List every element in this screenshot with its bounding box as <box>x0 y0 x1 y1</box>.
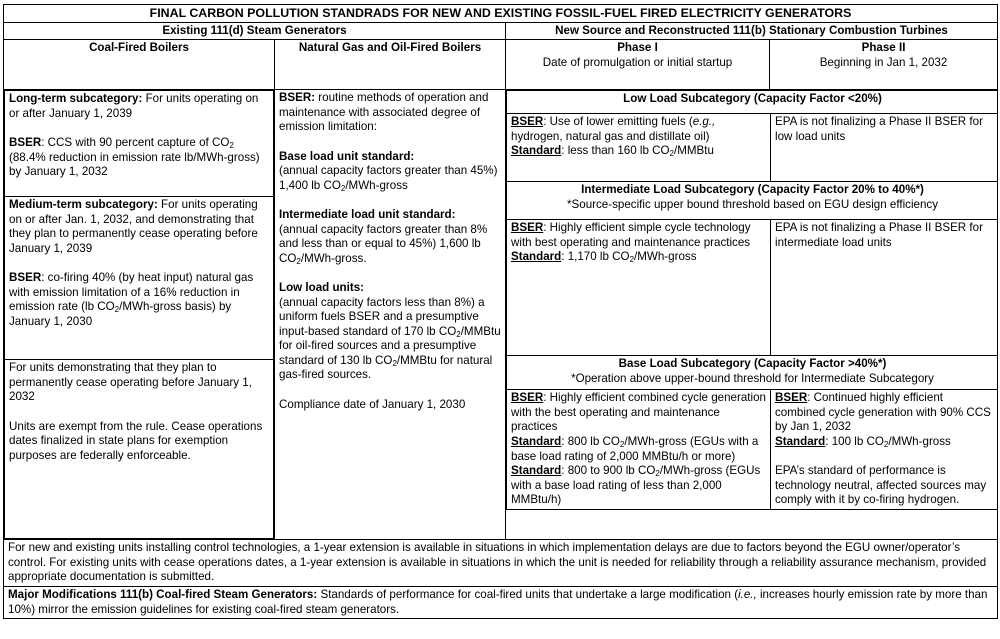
low-load-header: Low Load Subcategory (Capacity Factor <20%) <box>507 91 998 114</box>
long-term-bser-label: BSER <box>9 135 42 149</box>
coal-cease-cell <box>5 360 274 539</box>
low-bser-text-end: hydrogen, natural gas and distillate oil) <box>511 129 710 143</box>
coal-long-term-cell <box>5 91 274 197</box>
co2-subscript: 2 <box>669 149 674 159</box>
gas-column <box>275 90 506 540</box>
low-load-phase2: EPA is not finalizing a Phase II BSER for low load units <box>771 114 998 182</box>
low-load-units-text: (annual capacity factors less than 8%) a uniform fuels BSER and a presumptive input-based standard of 170 lb CO <box>279 295 485 338</box>
base-standard-2-label: Standard <box>511 464 562 478</box>
intermediate-bser-text: : Highly efficient simple cycle technology with best operating and maintenance practices <box>511 221 751 249</box>
major-modifications-label: Major Modifications 111(b) Coal-fired Steam Generators: <box>8 587 318 601</box>
intermediate-load-phase1 <box>507 220 771 356</box>
base-standard-2-text-end: /MWh-gross (EGUs with a base load rating of less than 2,000 MMBtu/h) <box>511 464 761 507</box>
co2-subscript: 2 <box>340 183 346 193</box>
intermediate-load-unit-text: (annual capacity factors greater than 8% and less than or equal to 45%) 1,600 lb CO <box>279 222 488 265</box>
major-modifications-text-end: increases hourly emission rate by more than 10%) mirror the emission guidelines for existing coal-fired steam generators. <box>8 587 988 616</box>
low-load-phase1 <box>507 114 771 182</box>
low-standard-text: : less than 160 lb CO <box>561 144 670 158</box>
co2-subscript: 2 <box>456 329 461 339</box>
base-standard-2-text: : 800 to 900 lb CO <box>561 464 656 478</box>
base-phase2-bser-label: BSER <box>775 391 808 405</box>
medium-term-text: For units operating on or after Jan. 1, 2032, and demonstrating that they plan to permanently cease operating before January 1, 2039 <box>9 198 258 255</box>
low-bser-label: BSER <box>511 115 544 129</box>
intermediate-standard-unit: /MWh-gross <box>634 250 697 264</box>
extension-note: For new and existing units installing control technologies, a 1-year extension is available in situations in which implementation delays are due to factors beyond the EGU owner/operator’s control. For existing units with cease operations dates, a 1-year extension is available in situations in which the unit is needed for reliability through a reliability assurance mechanism, provided appropriate documentation is submitted. <box>4 540 998 587</box>
major-modifications-text: Standards of performance for coal-fired units that undertake a large modification ( <box>317 587 739 601</box>
co2-subscript: 2 <box>655 469 660 479</box>
base-standard-1-label: Standard <box>511 434 562 448</box>
technology-neutral-note: EPA’s standard of performance is technology neutral, affected sources may comply with it by co-firing hydrogen. <box>775 464 987 507</box>
long-term-text: For units operating on or after January 1, 2039 <box>9 92 259 120</box>
major-modifications-ie: i.e., <box>738 587 757 601</box>
gas-header: Natural Gas and Oil-Fired Boilers <box>275 40 506 90</box>
base-phase2-standard-unit: /MWh-gross <box>888 434 951 448</box>
base-load-phase1 <box>507 390 771 510</box>
phase2-title: Phase II <box>861 41 906 55</box>
co2-subscript: 2 <box>392 358 397 368</box>
new-header: New Source and Reconstructed 111(b) Stationary Combustion Turbines <box>506 22 998 40</box>
major-modifications-note <box>4 586 998 618</box>
phase1-title: Phase I <box>617 41 658 55</box>
medium-term-bser-text: : co-firing 40% (by heat input) natural gas with emission limitation of a 16% reduction in emission rate (lb CO <box>9 271 254 314</box>
low-load-units-text-mid: /MMBtu for oil-fired sources and a presumptive standard of 130 lb CO <box>279 324 501 367</box>
co2-subscript: 2 <box>629 255 635 265</box>
base-load-phase2 <box>771 390 998 510</box>
phase2-header <box>770 40 998 90</box>
phase1-subtitle: Date of promulgation or initial startup <box>542 55 733 69</box>
low-standard-unit: /MMBtu <box>673 144 714 158</box>
intermediate-load-phase2: EPA is not finalizing a Phase II BSER for intermediate load units <box>771 220 998 356</box>
medium-term-label: Medium-term subcategory: <box>9 198 158 212</box>
base-phase2-standard-text: : 100 lb CO <box>825 434 884 448</box>
base-load-unit-text-end: /MWh-gross <box>345 178 408 192</box>
coal-medium-term-cell <box>5 197 274 360</box>
intermediate-load-header-cell <box>507 182 998 220</box>
long-term-label: Long-term subcategory: <box>9 92 143 106</box>
base-load-unit-text: (annual capacity factors greater than 45%) 1,400 lb CO <box>279 164 498 192</box>
medium-term-bser-text-end: /MWh-gross basis) by January 1, 2030 <box>9 300 232 328</box>
coal-column <box>4 90 275 540</box>
base-bser-label: BSER <box>511 391 544 405</box>
base-load-unit-label: Base load unit standard: <box>279 149 415 163</box>
low-load-units-label: Low load units: <box>279 280 365 294</box>
base-load-header: Base Load Subcategory (Capacity Factor >40%*) <box>618 357 887 371</box>
base-load-header-cell <box>507 356 998 390</box>
standards-table <box>3 4 998 619</box>
exempt-text: Units are exempt from the rule. Cease operations dates finalized in state plans for exemption purposes are federally enforceable. <box>9 419 263 462</box>
low-standard-label: Standard <box>511 144 562 158</box>
co2-subscript: 2 <box>114 305 120 315</box>
base-bser-text: : Highly efficient combined cycle generation with the best operating and maintenance practices <box>511 391 766 434</box>
table-title: FINAL CARBON POLLUTION STANDRADS FOR NEW AND EXISTING FOSSIL-FUEL FIRED ELECTRICITY GENERATORS <box>4 5 998 23</box>
intermediate-standard-text: : 1,170 lb CO <box>561 250 630 264</box>
low-bser-text: : Use of lower emitting fuels ( <box>543 115 693 129</box>
gas-bser-text: routine methods of operation and maintenance with associated degree of emission limitation: <box>279 91 489 134</box>
base-phase2-bser-text: : Continued highly efficient combined cycle generation with 90% CCS by Jan 1, 2032 <box>775 391 991 434</box>
intermediate-load-unit-label: Intermediate load unit standard: <box>279 207 456 221</box>
long-term-bser-text-end: (88.4% reduction in emission rate lb/MWh-gross) by January 1, 2032 <box>9 150 260 179</box>
phase1-header <box>506 40 770 90</box>
low-load-units-text-end: /MMBtu for natural gas-fired sources. <box>279 353 493 382</box>
compliance-date: Compliance date of January 1, 2030 <box>279 397 466 411</box>
intermediate-standard-label: Standard <box>511 250 562 264</box>
phase2-subtitle: Beginning in Jan 1, 2032 <box>819 55 948 69</box>
base-phase2-standard-label: Standard <box>775 434 826 448</box>
intermediate-load-unit-text-end: /MWh-gross. <box>300 251 367 265</box>
gas-bser-label: BSER: <box>279 91 316 105</box>
existing-header: Existing 111(d) Steam Generators <box>4 22 506 40</box>
base-standard-1-text-end: /MWh-gross (EGUs with a base load rating of 2,000 MMBtu/h or more) <box>511 434 759 463</box>
co2-subscript: 2 <box>229 140 234 150</box>
co2-subscript: 2 <box>883 439 889 449</box>
cease-text: For units demonstrating that they plan to permanently cease operating before January 1, 2032 <box>9 361 252 404</box>
long-term-bser-text: : CCS with 90 percent capture of CO <box>41 135 230 149</box>
co2-subscript: 2 <box>296 256 301 266</box>
low-bser-eg: e.g., <box>692 115 716 129</box>
base-load-note: *Operation above upper-bound threshold for Intermediate Subcategory <box>571 371 934 385</box>
new-source-column <box>506 90 998 540</box>
base-standard-1-text: : 800 lb CO <box>561 434 620 448</box>
co2-subscript: 2 <box>619 439 625 449</box>
medium-term-bser-label: BSER <box>9 271 42 285</box>
intermediate-load-header: Intermediate Load Subcategory (Capacity Factor 20% to 40%*) <box>581 183 924 197</box>
intermediate-load-note: *Source-specific upper bound threshold based on EGU design efficiency <box>567 197 939 211</box>
intermediate-bser-label: BSER <box>511 221 544 235</box>
coal-header: Coal-Fired Boilers <box>4 40 275 90</box>
